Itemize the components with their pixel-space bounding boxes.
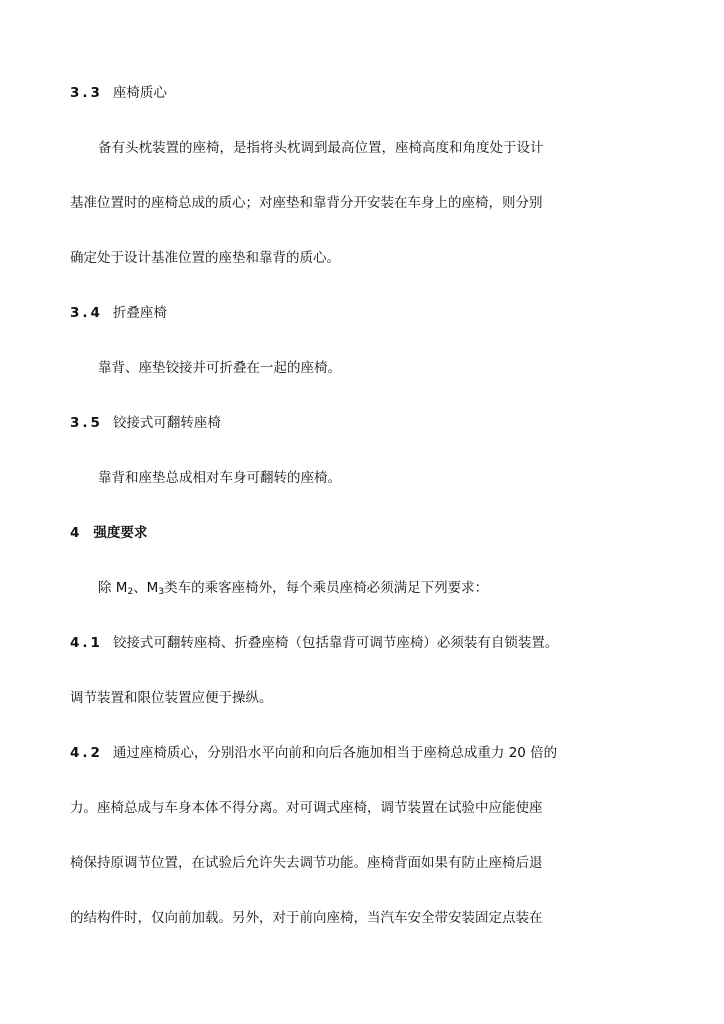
section-text: 通过座椅质心，分别沿水平向前和向后各施加相当于座椅总成重力 20 倍的 xyxy=(112,745,558,761)
heading-4-2 xyxy=(70,744,557,762)
paragraph-line: 的结构件时，仅向前加载。另外，对于前向座椅，当汽车安全带安装固定点装在 xyxy=(70,910,543,926)
paragraph-line: 调节装置和限位装置应便于操纵。 xyxy=(70,690,273,706)
heading-3-5 xyxy=(70,414,221,432)
paragraph-line: 基准位置时的座椅总成的质心；对座垫和靠背分开安装在车身上的座椅，则分别 xyxy=(70,195,543,211)
subscript: 3 xyxy=(158,587,165,597)
heading-4-1 xyxy=(70,634,558,652)
paragraph-line xyxy=(98,579,488,597)
subscript: 2 xyxy=(127,587,134,597)
paragraph-line: 椅保持原调节位置，在试验后允许失去调节功能。座椅背面如果有防止座椅后退 xyxy=(70,855,543,871)
section-title: 铰接式可翻转座椅 xyxy=(112,415,221,431)
paragraph-line: 靠背、座垫铰接并可折叠在一起的座椅。 xyxy=(98,360,341,376)
paragraph-line: 确定处于设计基准位置的座垫和靠背的质心。 xyxy=(70,250,340,266)
section-number: 4.2 xyxy=(70,745,103,761)
paragraph-line: 力。座椅总成与车身本体不得分离。对可调式座椅，调节装置在试验中应能使座 xyxy=(70,800,543,816)
section-text: 铰接式可翻转座椅、折叠座椅（包括靠背可调节座椅）必须装有自锁装置。 xyxy=(112,635,559,651)
section-number: 3.5 xyxy=(70,415,103,431)
intro-post: 类车的乘客座椅外，每个乘员座椅必须满足下列要求： xyxy=(164,580,489,596)
intro-pre: 除 M xyxy=(98,580,128,596)
section-number: 3.3 xyxy=(70,85,103,101)
section-title: 折叠座椅 xyxy=(112,305,167,321)
section-number: 4.1 xyxy=(70,635,103,651)
paragraph-line: 靠背和座垫总成相对车身可翻转的座椅。 xyxy=(98,470,341,486)
section-number: 3.4 xyxy=(70,305,103,321)
section-title: 座椅质心 xyxy=(112,85,167,101)
heading-4 xyxy=(70,524,147,542)
heading-3-3 xyxy=(70,84,167,102)
intro-mid: 、M xyxy=(133,580,159,596)
section-title: 强度要求 xyxy=(93,525,148,541)
section-number: 4 xyxy=(70,525,80,541)
heading-3-4 xyxy=(70,304,167,322)
paragraph-line: 备有头枕装置的座椅，是指将头枕调到最高位置，座椅高度和角度处于设计 xyxy=(98,140,544,156)
